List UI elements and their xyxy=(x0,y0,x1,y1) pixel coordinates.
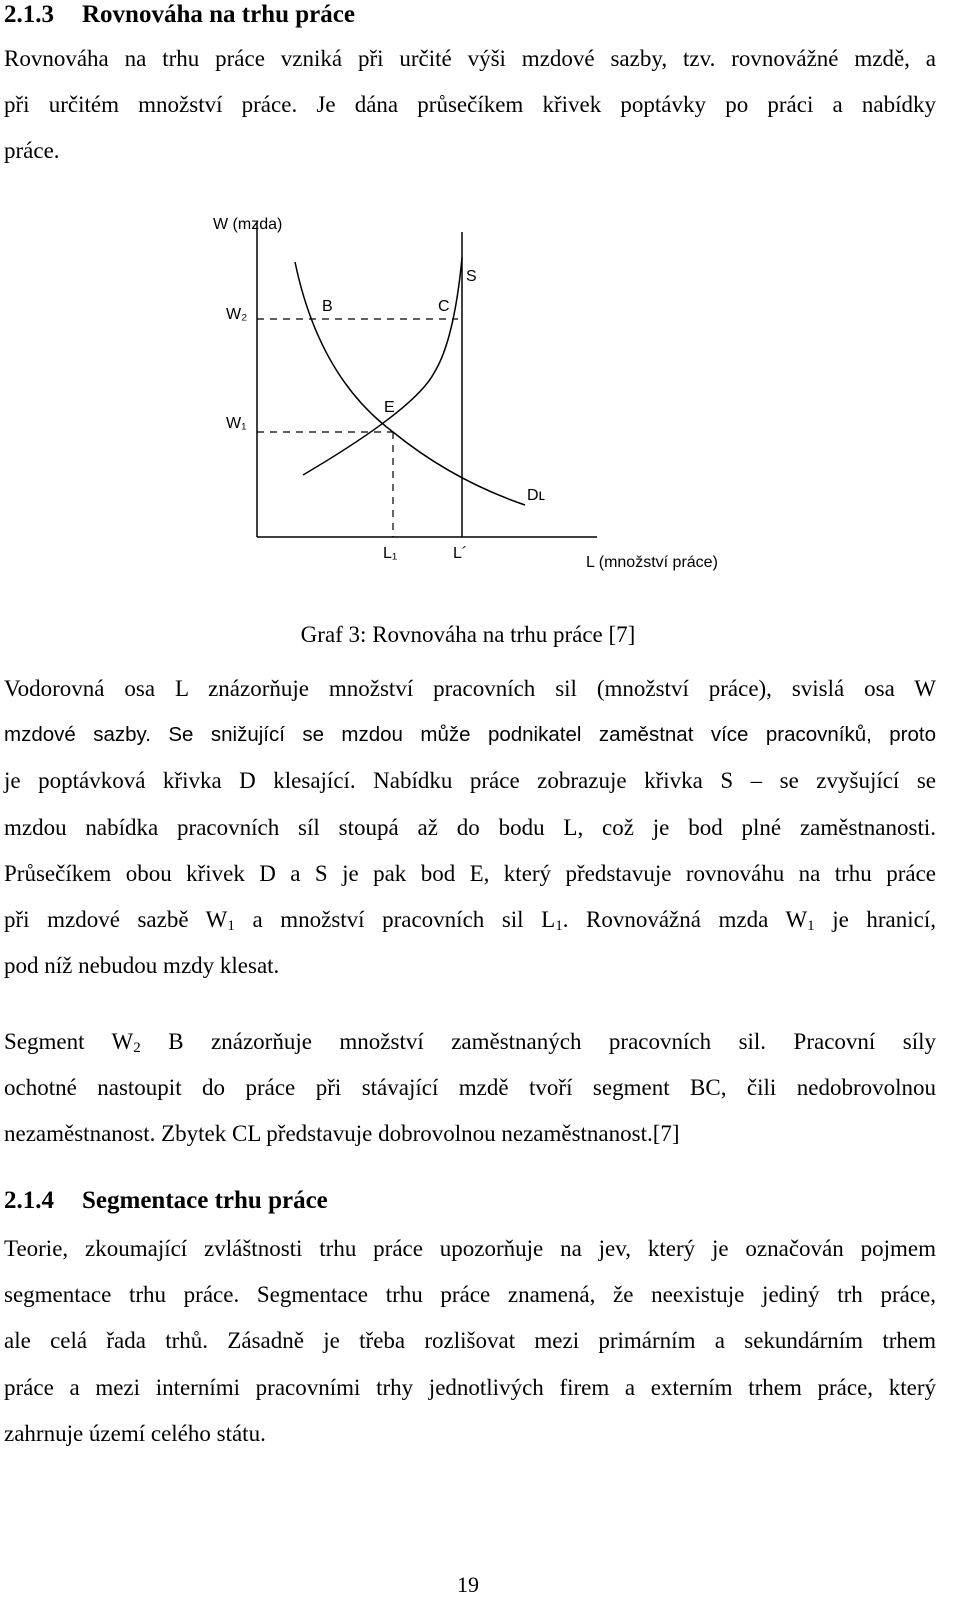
text-line: mzdové sazby. Se snižující se mzdou může podnikatel zaměstnat více pracovníků, proto xyxy=(4,723,936,747)
point-c: C xyxy=(438,298,450,315)
tick-label-w1: W₁ xyxy=(226,415,247,432)
page-number: 19 xyxy=(457,1572,479,1597)
supply-curve xyxy=(303,258,462,475)
text-line: ochotné nastoupit do práce při stávající mzdě tvoří segment BC, čili nedobrovolnou xyxy=(4,1075,936,1101)
subscript: 1 xyxy=(807,918,815,935)
section-number: 2.1.4 xyxy=(4,1187,54,1214)
text-line: zahrnuje území celého státu. xyxy=(4,1420,266,1446)
tick-label-l1: L₁ xyxy=(383,545,398,562)
paragraph-axes xyxy=(4,666,936,989)
point-b: B xyxy=(322,298,333,315)
text-line: pod níž nebudou mzdy klesat. xyxy=(4,953,280,979)
text-line: Teorie, zkoumající zvláštnosti trhu práce upozorňuje na jev, který je označován pojmem xyxy=(4,1236,936,1261)
x-axis-label: L (množství práce) xyxy=(586,554,718,571)
section-heading-2-1-4 xyxy=(4,1186,328,1216)
text-line: nezaměstnanost. Zbytek CL představuje dobrovolnou nezaměstnanost.[7] xyxy=(4,1121,680,1147)
text-line: Rovnováha na trhu práce vzniká při určité výši mzdové sazby, tzv. rovnovážné mzdě, a xyxy=(4,46,936,71)
text-line: je poptávková křivka D klesající. Nabídku práce zobrazuje křivka S – se zvyšující se xyxy=(4,768,936,794)
subscript: 1 xyxy=(555,918,563,935)
point-e: E xyxy=(384,399,395,416)
text-line xyxy=(4,897,936,943)
y-axis-label: W (mzda) xyxy=(213,216,283,233)
section-title: Rovnováha na trhu práce xyxy=(82,1,355,28)
subscript: 1 xyxy=(227,918,235,935)
section-title: Segmentace trhu práce xyxy=(82,1187,328,1214)
text-run: . Rovnovážná mzda W xyxy=(562,907,808,933)
tick-label-l-prime: L´ xyxy=(453,545,468,562)
text-run: při mzdové sazbě W xyxy=(4,907,228,933)
section-number: 2.1.3 xyxy=(4,1,54,28)
text-run: je hranicí, xyxy=(814,907,936,933)
paragraph-segments xyxy=(4,1019,936,1158)
text-line: Průsečíkem obou křivek D a S je pak bod E, který představuje rovnováhu na trhu práce xyxy=(4,860,936,886)
labor-market-chart xyxy=(0,0,960,600)
text-line: práce. xyxy=(4,138,60,164)
text-run: a množství pracovních sil L xyxy=(234,907,556,933)
text-line: ale celá řada trhů. Zásadně je třeba rozlišovat mezi primárním a sekundárním trhem xyxy=(4,1328,936,1354)
text-run: Segment W xyxy=(4,1029,134,1054)
text-line: práce a mezi interními pracovními trhy jednotlivých firem a externím trhem práce, který xyxy=(4,1374,936,1400)
figure-caption: Graf 3: Rovnováha na trhu práce [7] xyxy=(300,622,636,647)
text-line: mzdou nabídka pracovních síl stoupá až do bodu L, což je bod plné zaměstnanosti. xyxy=(4,814,936,840)
text-line xyxy=(4,1019,936,1065)
paragraph-segmentation xyxy=(4,1226,936,1457)
text-line: segmentace trhu práce. Segmentace trhu práce znamená, že neexistuje jediný trh práce, xyxy=(4,1282,936,1308)
text-run: B znázorňuje množství zaměstnaných pracovních sil. Pracovní síly xyxy=(140,1029,936,1054)
text-line: Vodorovná osa L znázorňuje množství pracovních sil (množství práce), svislá osa W xyxy=(4,676,936,701)
subscript: 2 xyxy=(133,1040,141,1056)
series-label-supply: S xyxy=(466,268,477,285)
tick-label-w2: W₂ xyxy=(226,306,248,323)
text-line: při určitém množství práce. Je dána průsečíkem křivek poptávky po práci a nabídky xyxy=(4,92,936,118)
series-label-demand: Dʟ xyxy=(527,487,546,504)
